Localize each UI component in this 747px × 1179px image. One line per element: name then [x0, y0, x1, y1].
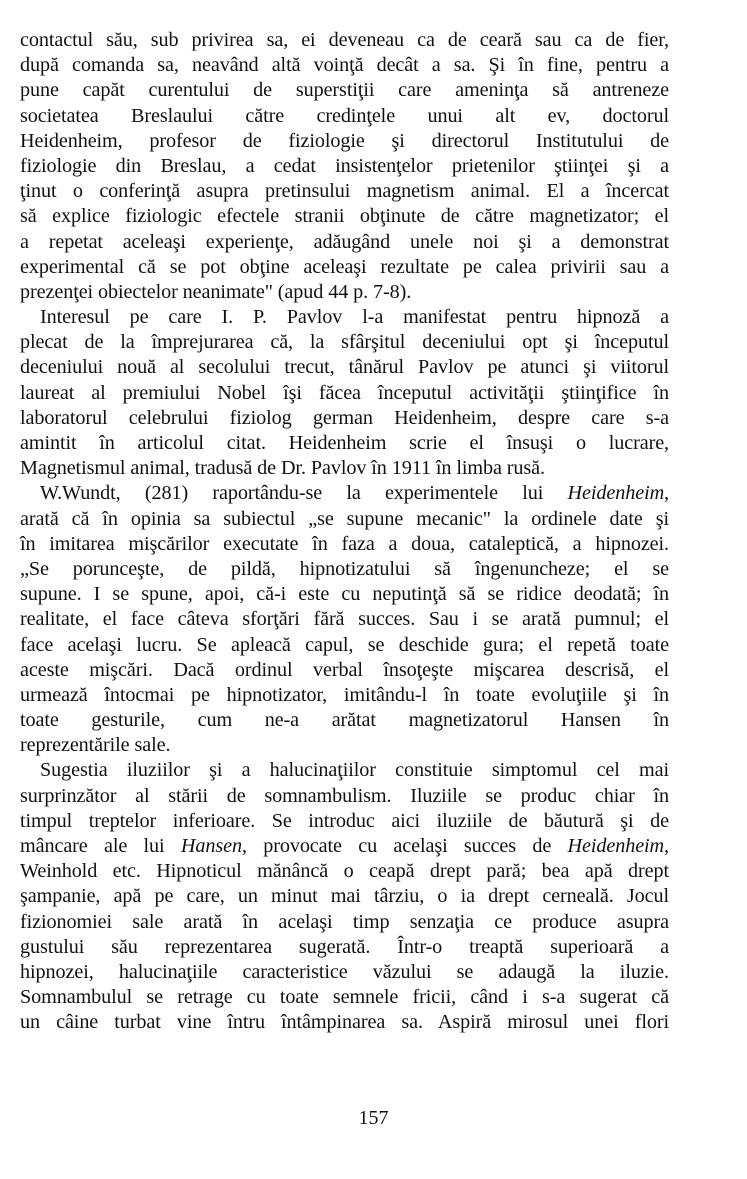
page-number: 157: [358, 1107, 389, 1129]
text-line: Interesul pe care I. P. Pavlov l-a manifestat pentru hipnoză a: [40, 306, 669, 329]
text-line: un câine turbat vine întru întâmpinarea sa. Aspiră mirosul unei flori: [20, 1011, 669, 1034]
text-line: a repetat aceleaşi experienţe, adăugând unele noi şi a demonstrat: [20, 230, 669, 253]
text-line: reprezentările sale.: [20, 734, 171, 757]
text-line: amintit în articolul citat. Heidenheim scrie el însuşi o lucrare,: [20, 432, 669, 454]
text-line: societatea Breslaului către credinţele unui alt ev, doctorul: [20, 104, 669, 127]
body-text: [20, 28, 669, 1036]
text-line: contactul său, sub privirea sa, ei deveneau ca de ceară sau ca de fier,: [20, 29, 669, 51]
text-line: hipnozei, halucinaţiile caracteristice văzului se adaugă la iluzie.: [20, 960, 669, 983]
text-line: urmează întocmai pe hipnotizator, imitându-l în toate evoluţiile şi în: [20, 683, 669, 706]
text-line: după comanda sa, neavând altă voinţă decât a sa. Şi în fine, pentru a: [20, 54, 669, 77]
text-line: Magnetismul animal, tradusă de Dr. Pavlov în 1911 în limba rusă.: [20, 457, 545, 480]
text-line: surprinzător al stării de somnambulism. Iluziile se produc chiar în: [20, 784, 669, 807]
text-line: pune capăt curentului de superstiţii care ameninţa să antreneze: [20, 79, 669, 102]
text-line: şampanie, apă pe care, un minut mai târziu, o ia drept cerneală. Jocul: [20, 885, 669, 908]
text-line: fizionomiei sale arată în acelaşi timp senzaţia ce produce asupra: [20, 910, 669, 933]
text-line: fiziologie din Breslau, a cedat insistenţelor prietenilor ştiinţei şi a: [20, 154, 669, 177]
text-line: supune. I se spune, apoi, că-i este cu neputinţă să se ridice deodată; în: [20, 583, 669, 606]
text-line: Heidenheim, profesor de fiziologie şi directorul Institutului de: [20, 129, 669, 152]
text-line: Sugestia iluziilor şi a halucinaţiilor constituie simptomul cel mai: [40, 759, 669, 782]
text-line: realitate, el face câteva sforţări fără succes. Sau i se arată pumnul; el: [20, 608, 669, 631]
text-line: „Se porunceşte, de pildă, hipnotizatului să îngenuncheze; el se: [20, 557, 669, 580]
text-line: Somnambulul se retrage cu toate semnele fricii, când i s-a sugerat că: [20, 986, 669, 1009]
text-line: deceniului nouă al secolului trecut, tânărul Pavlov pe atunci şi viitorul: [20, 356, 669, 379]
text-line: prezenţei obiectelor neanimate" (apud 44 p. 7-8).: [20, 280, 412, 303]
text-line: arată că în opinia sa subiectul „se supune mecanic" la ordinele date şi: [20, 507, 669, 530]
text-line: ţinut o conferinţă asupra pretinsului magnetism animal. El a încercat: [20, 180, 669, 203]
text-line: experimental că se pot obţine aceleaşi rezultate pe calea privirii sau a: [20, 255, 669, 278]
text-line: timpul treptelor inferioare. Se introduc aici iluziile de băutură şi de: [20, 809, 669, 832]
text-line: plecat de la împrejurarea că, la sfârşitul deceniului opt şi începutul: [20, 331, 669, 354]
text-line: în imitarea mişcărilor executate în faza a doua, cataleptică, a hipnozei.: [20, 532, 669, 555]
text-line: să explice fiziologic efectele stranii obţinute de către magnetizator; el: [20, 205, 669, 228]
text-line: aceste mişcări. Dacă ordinul verbal însoţeşte mişcarea descrisă, el: [20, 658, 669, 681]
text-line: face acelaşi lucru. Se apleacă capul, se deschide gura; el repetă toate: [20, 633, 669, 656]
text-line: mâncare ale lui Hansen, provocate cu acelaşi succes de Heidenheim,: [20, 835, 669, 857]
text-line: W.Wundt, (281) raportându-se la experimentele lui Heidenheim,: [40, 482, 669, 505]
text-line: laboratorul celebrului fiziolog german Heidenheim, despre care s-a: [20, 406, 669, 429]
text-line: Weinhold etc. Hipnoticul mănâncă o ceapă drept pară; bea apă drept: [20, 860, 669, 883]
text-line: gustului său reprezentarea sugerată. Într-o treaptă superioară a: [20, 935, 669, 958]
text-line: laureat al premiului Nobel îşi făcea începutul activităţii ştiinţifice în: [20, 381, 669, 404]
text-line: toate gesturile, cum ne-a arătat magnetizatorul Hansen în: [20, 709, 669, 732]
